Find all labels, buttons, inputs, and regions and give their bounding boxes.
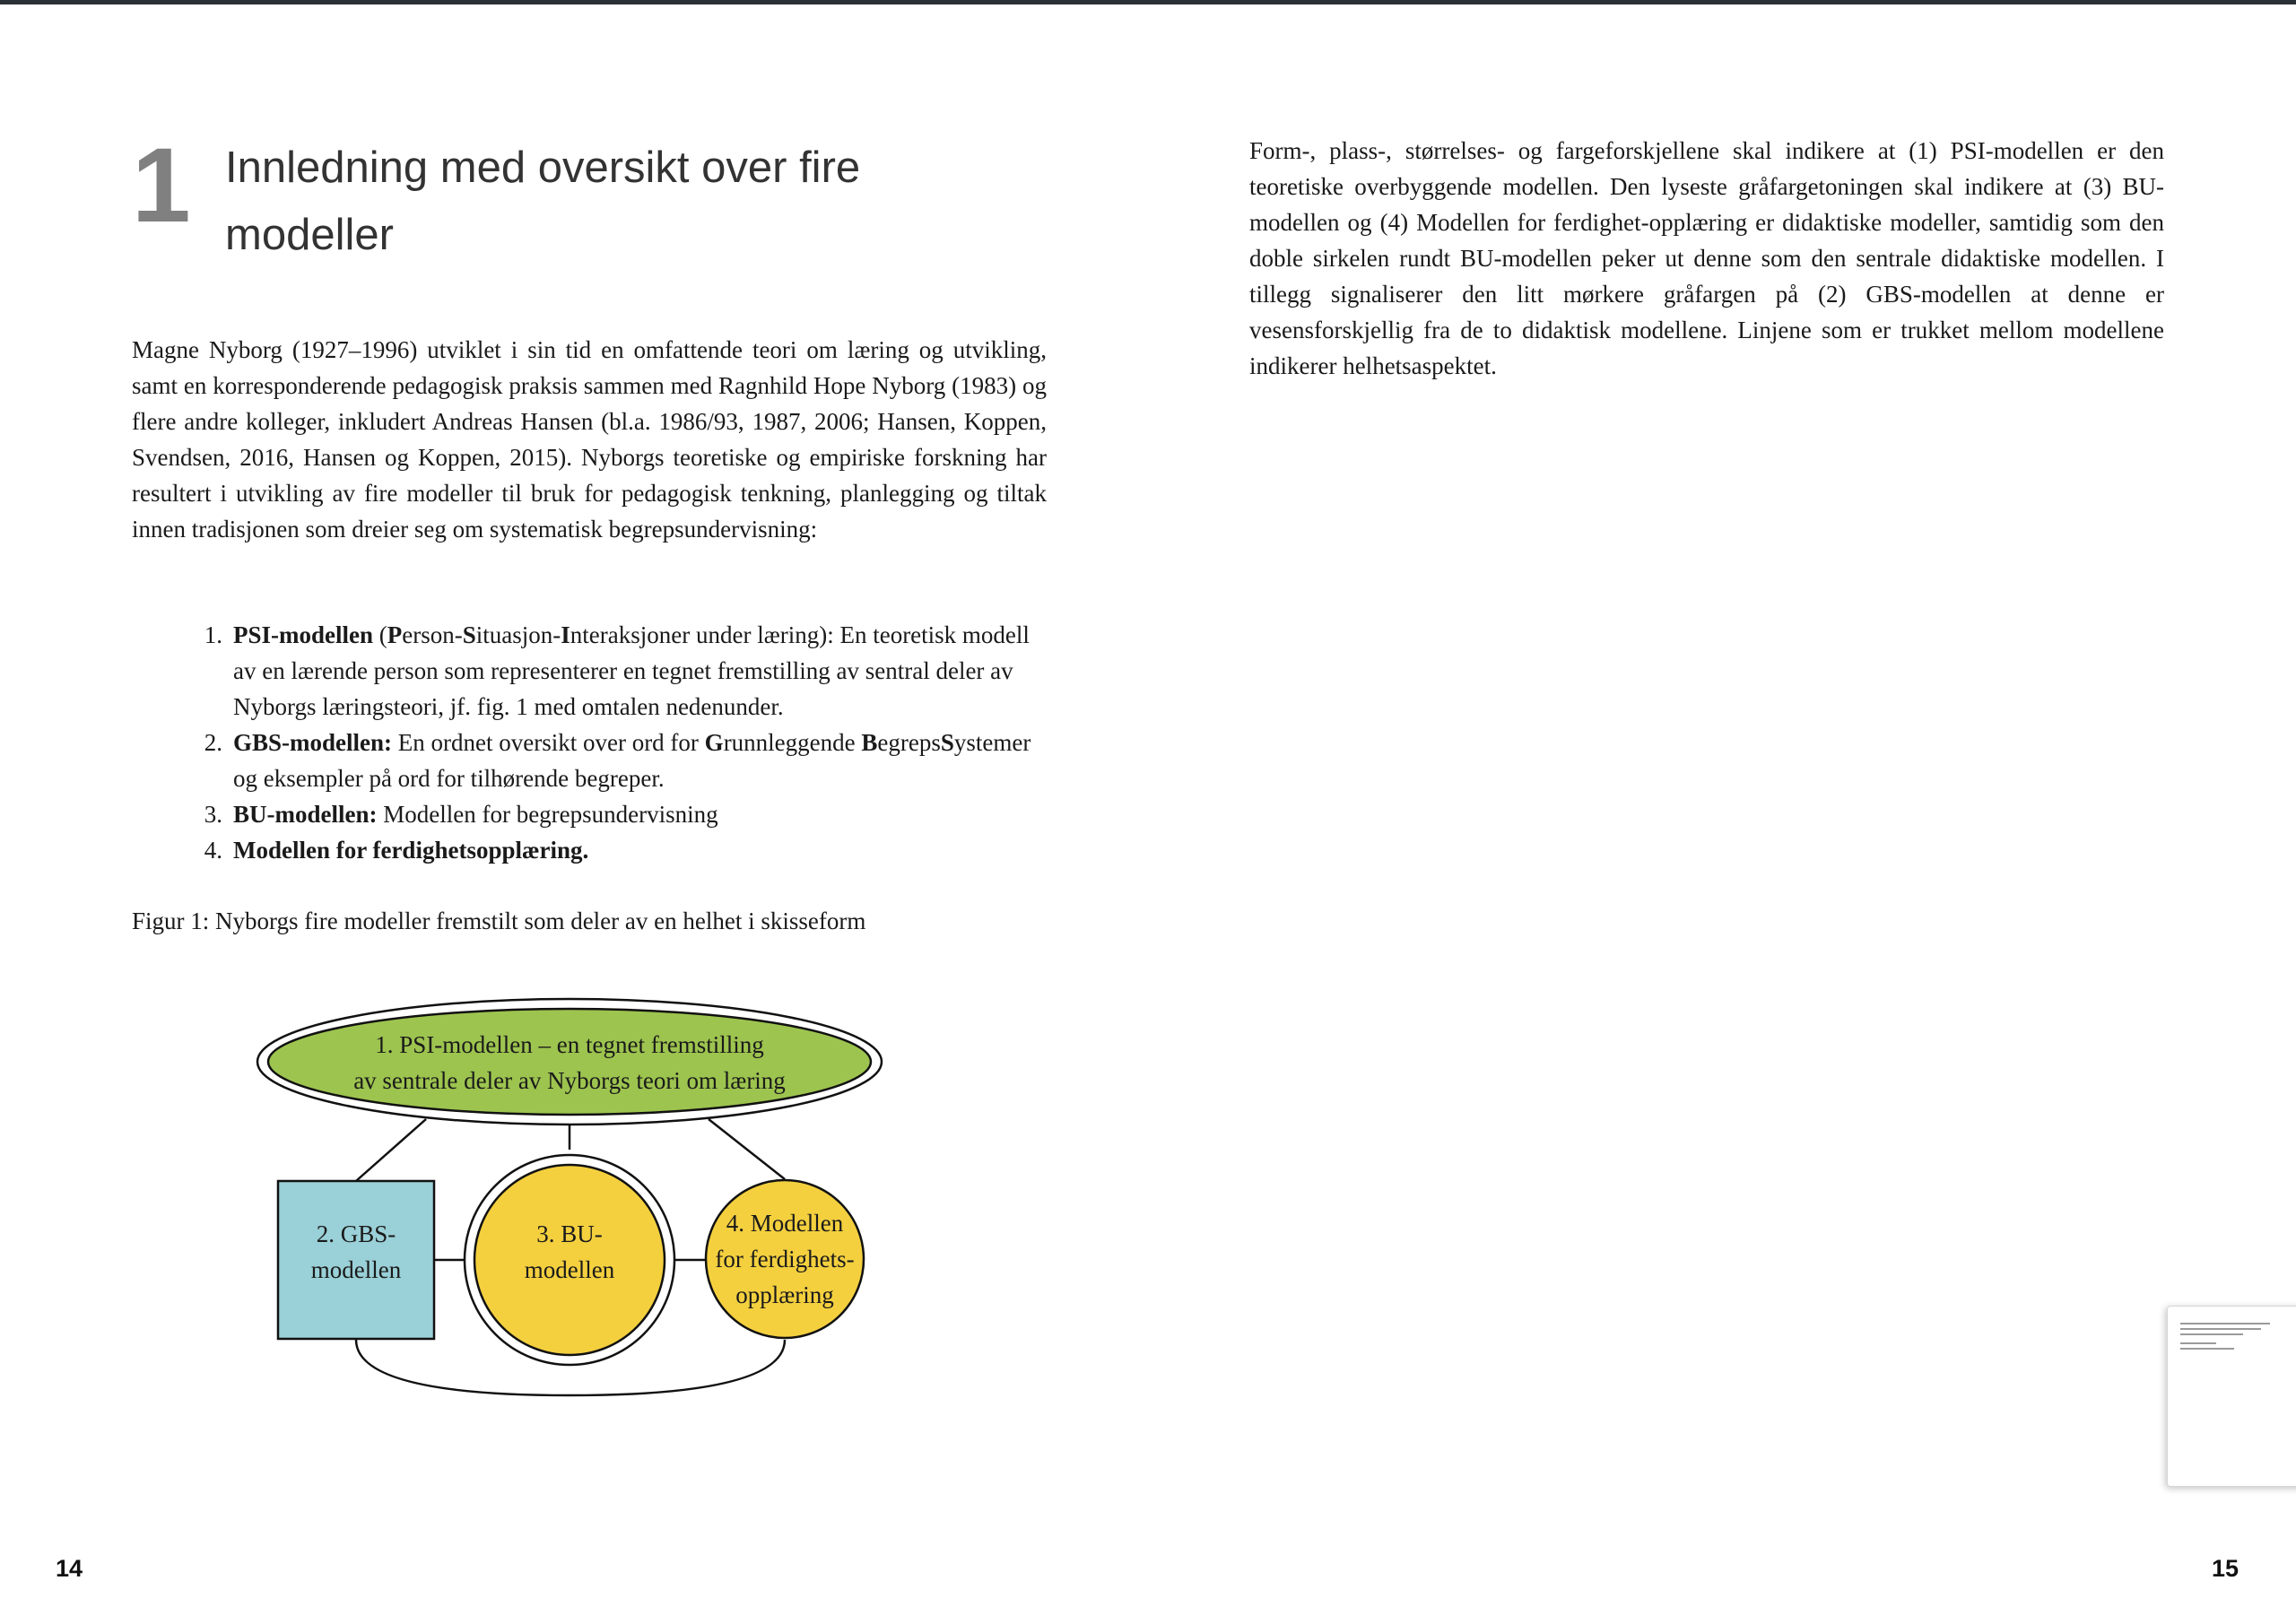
connector-line	[356, 1119, 426, 1181]
model-name: PSI-modellen	[233, 621, 374, 648]
psi-model-node	[257, 999, 882, 1125]
page-number-left: 14	[56, 1555, 83, 1582]
bu-model-node	[465, 1155, 674, 1365]
thumbnail-line	[2180, 1333, 2243, 1335]
gbs-model-node	[278, 1181, 434, 1339]
intro-paragraph: Magne Nyborg (1927–1996) utviklet i sin tid en omfattende teori om læring og utvikling, samt en korresponderende pedagogisk praksis sammen med Ragnhild Hope Nyborg (1983) og flere andre kolleger, inkludert Andreas Hansen (bl.a. 1986/93, 1987, 2006; Hansen, Koppen, Svendsen, 2016, Hansen og Koppen, 2015). Nyborgs teoretiske og empiriske forskning har resultert i utvikling av fire modeller til bruk for pedagogisk tenkning, planlegging og tiltak innen tradisjonen som dreier seg om systematisk begrepsundervisning:	[132, 336, 1047, 543]
ferd-label-line3: opplæring	[735, 1281, 834, 1308]
model-name: BU-modellen:	[233, 801, 378, 828]
top-border	[0, 0, 2296, 4]
models-list	[192, 617, 1035, 868]
psi-label-line1: 1. PSI-modellen – en tegnet fremstilling	[375, 1031, 764, 1058]
page-thumbnail[interactable]	[2167, 1306, 2296, 1487]
explanation-paragraph: Form-, plass-, størrelses- og fargeforskjellene skal indikere at (1) PSI-modellen er den teoretiske overbyggende modellen. Den lyseste gråfargetoningen skal indikere at (3) BU-modellen og (4) Modellen for ferdighet-opplæring er didaktiske modeller, samtidig som den doble sirkelen rundt BU-modellen peker ut denne som den sentrale didaktiske modellen. I tillegg signaliserer den litt mørkere gråfargen på (2) GBS-modellen at denne er vesensforskjellig fra de to didaktisk modellene. Linjene som er trukket mellom modellene indikerer helhetsaspektet.	[1249, 137, 2164, 379]
list-item: 3. BU-modellen: Modellen for begrepsundervisning	[192, 796, 1035, 832]
ferdighet-model-node	[706, 1180, 864, 1338]
models-diagram	[242, 995, 888, 1408]
ferd-label-line1: 4. Modellen	[726, 1210, 844, 1237]
thumbnail-line	[2180, 1342, 2216, 1344]
chapter-title: Innledning med oversikt over fire modeller	[225, 143, 861, 259]
model-name: GBS-modellen:	[233, 729, 393, 756]
connector-line	[709, 1119, 785, 1179]
thumbnail-line	[2180, 1328, 2261, 1330]
page-number-right: 15	[2212, 1555, 2239, 1582]
model-name: Modellen for ferdighetsopplæring.	[233, 837, 589, 864]
list-item	[192, 832, 1035, 868]
list-number: 3.	[204, 801, 222, 828]
bu-label-line2: modellen	[524, 1256, 615, 1283]
chapter-number: 1	[132, 126, 191, 245]
list-number: 1.	[204, 621, 222, 648]
thumbnail-line	[2180, 1348, 2234, 1350]
list-item: 2. GBS-modellen: En ordnet oversikt over ord for Grunnleggende BegrepsSystemer og eksempler på ord for tilhørende begreper.	[192, 725, 1035, 796]
psi-label-line2: av sentrale deler av Nyborgs teori om læring	[353, 1067, 786, 1094]
list-number: 4.	[204, 837, 222, 864]
list-number: 2.	[204, 729, 222, 756]
figure-caption: Figur 1: Nyborgs fire modeller fremstilt som deler av en helhet i skisseform	[132, 908, 866, 934]
ferd-label-line2: for ferdighets-	[715, 1246, 855, 1272]
bu-label-line1: 3. BU-	[536, 1220, 603, 1247]
gbs-label-line2: modellen	[310, 1256, 402, 1283]
thumbnail-line	[2180, 1323, 2270, 1324]
list-item: 1. PSI-modellen (Person-Situasjon-Interaksjoner under læring): En teoretisk modell av en lærende person som representerer en tegnet fremstilling av sentral deler av Nyborgs læringsteori, jf. fig. 1 med omtalen nedenunder.	[192, 617, 1035, 725]
gbs-label-line1: 2. GBS-	[316, 1220, 396, 1247]
